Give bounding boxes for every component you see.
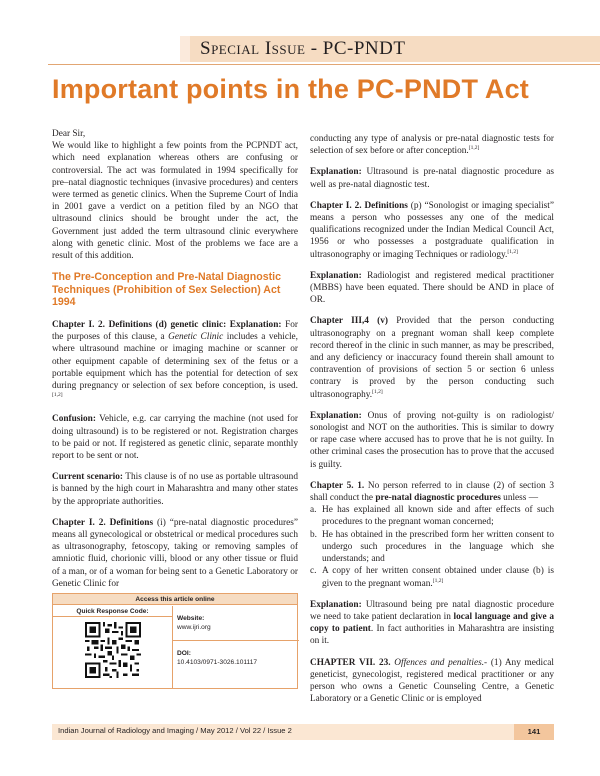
- paragraph-heading: Chapter I. 2. Definitions: [310, 200, 408, 211]
- qr-label: Quick Response Code:: [53, 606, 172, 617]
- reference-mark[interactable]: [1,2]: [507, 248, 518, 255]
- paragraph-explanation-1: Explanation: Ultrasound is pre-natal diagnostic procedure as well as pre-natal diagnostic test.: [310, 167, 554, 190]
- salutation: Dear Sir,: [52, 129, 86, 139]
- list-item: a. He has explained all known side and after effects of such procedures to the pregnant woman concerned;: [310, 505, 554, 528]
- intro-paragraph: We would like to highlight a few points from the PCPNDT act, which need explanation whereas others are confusing or controversial. The act was formulated in 1994 specifically for pre–natal diagnostic techniques (invasive procedures) and centers were termed as genetic clinics. When the Supreme Court of India in 2001 gave a verdict on a petition filed by an NGO that ultrasound clinics should be brought under the act, the Government just added the term ultrasound clinic everywhere along with genetic clinic. Most of the problems we face are a result of this addition.: [52, 141, 298, 262]
- paragraph-heading: Explanation:: [310, 599, 362, 610]
- paragraph-chapter-3: Chapter III,4 (v) Provided that the person conducting ultrasonography on a pregnant woman shall keep complete record thereof in the clinic in such manner, as may be prescribed, and any deficiency or inaccuracy found therein shall amount to contravention of provisions of section 5 or section 6 unless contrary is proved by the person conducting such ultrasonography.[1,2]: [310, 316, 554, 400]
- paragraph-prenatal-procedures: Chapter I. 2. Definitions (i) “pre-natal diagnostic procedures” means all gynecological or obstetrical or medical procedures such as ultrasonography, fetoscopy, taking or removing samples of amniotic fluid, chorionic villi, blood or any other tissue or fluid of a man, or of a woman for being sent to a Genetic Laboratory or Genetic Clinic for: [52, 517, 298, 589]
- paragraph-heading: Chapter III,4 (v): [310, 316, 388, 327]
- paragraph-heading: Current scenario:: [52, 472, 123, 483]
- section-label: Special Issue: [200, 38, 306, 59]
- reference-mark[interactable]: [1,2]: [372, 388, 383, 395]
- section-header: [200, 38, 405, 60]
- paragraph-chapter-7: CHAPTER VII. 23. Offences and penalties.- (1) Any medical geneticist, gynecologist, registered medical practitioner or any person who owns a Genetic Counseling Centre, a Genetic Laboratory or a Genetic Clinic or is employed: [310, 657, 554, 705]
- paragraph-heading: Confusion:: [52, 414, 96, 425]
- access-heading: Access this article online: [53, 594, 297, 605]
- paragraph-continued: conducting any type of analysis or pre-natal diagnostic tests for selection of sex before or after conception.[1,2]: [310, 134, 554, 157]
- article-title: Important points in the PC-PNDT Act: [52, 74, 529, 104]
- qr-code-icon[interactable]: [85, 622, 141, 678]
- paragraph-current-scenario: Current scenario: This clause is of no use as portable ultrasound is banned by the high court in Maharashtra and many other states by the appropriate authorities.: [52, 472, 298, 507]
- list-item: b. He has obtained in the prescribed form her written consent to undergo such procedures in the language which she understands; and: [310, 529, 554, 565]
- qr-panel: [53, 606, 173, 688]
- journal-citation: Indian Journal of Radiology and Imaging / May 2012 / Vol 22 / Issue 2: [58, 726, 292, 735]
- left-column: [52, 128, 298, 599]
- paragraph-heading: Chapter I. 2. Definitions (d) genetic clinic: Explanation:: [52, 320, 282, 331]
- paragraph-explanation-2: Explanation: Radiologist and registered medical practitioner (MBBS) have been equated. There should be AND in place of OR.: [310, 270, 554, 306]
- paragraph-heading: Chapter 5. 1.: [310, 480, 365, 491]
- reference-mark[interactable]: [1,2]: [52, 392, 63, 399]
- header-rule: [48, 64, 600, 65]
- section-heading: The Pre-Conception and Pre-Natal Diagnostic Techniques (Prohibition of Sex Selection) Act 1994: [52, 271, 281, 309]
- section-separator: -: [305, 38, 323, 59]
- paragraph-genetic-clinic: Chapter I. 2. Definitions (d) genetic clinic: Explanation: For the purposes of this clause, a Genetic Clinic includes a vehicle, where ultrasound machine or imaging machine or scanner or other equipment capable of determining sex of the fetus or a portable equipment which has the potential for detection of sex during pregnancy or selection of sex before conception, is used.[1,2]: [52, 320, 298, 399]
- paragraph-heading: Explanation:: [310, 410, 362, 421]
- paragraph-sonologist-definition: Chapter I. 2. Definitions (p) “Sonologist or imaging specialist” means a person who possesses any one of the medical qualifications recognized under the Indian Medical Council Act, 1956 or who possesses a postgraduate qualification in ultrasonography or imaging Techniques or radiology.[1,2]: [310, 200, 554, 260]
- access-details: [177, 606, 295, 667]
- paragraph-confusion: Confusion: Vehicle, e.g. car carrying the machine (not used for doing ultrasound) is to be registered or not. Registration charges to be paid or not. If registered as genetic clinic, separate monthly report to be sent or not.: [52, 414, 298, 462]
- paragraph-heading: Chapter I. 2. Definitions: [52, 517, 154, 528]
- access-divider: [173, 640, 299, 641]
- access-article-box: [52, 593, 298, 689]
- conditions-list: [310, 504, 554, 589]
- paragraph-chapter-5: Chapter 5. 1. No person referred to in clause (2) of section 3 shall conduct the pre-natal diagnostic procedures unless —: [310, 480, 555, 504]
- paragraph-explanation-3: Explanation: Onus of proving not-guilty is on radiologist/ sonologist and NOT on the authorities. This is similar to dowry or rape case where accused has to prove that he is not guilty. In other criminal cases the prosecution has to prove that the accused is guilty.: [310, 410, 554, 470]
- reference-mark[interactable]: [1,2]: [432, 577, 444, 584]
- page-number: 141: [527, 727, 541, 736]
- doi-label: DOI:: [177, 650, 191, 657]
- reference-mark[interactable]: [1,2]: [468, 145, 480, 152]
- list-item: c. A copy of her written consent obtained under clause (b) is given to the pregnant woman.[1,2]: [310, 566, 554, 589]
- right-column: [310, 133, 554, 714]
- doi-link[interactable]: 10.4103/0971-3026.101117: [177, 659, 258, 666]
- website-link[interactable]: www.ijri.org: [177, 624, 211, 631]
- paragraph-heading: Explanation:: [310, 167, 362, 178]
- website-label: Website:: [177, 615, 205, 622]
- section-topic: PC-PNDT: [322, 38, 406, 59]
- paragraph-heading: CHAPTER VII. 23.: [310, 657, 391, 668]
- paragraph-explanation-4: Explanation: Ultrasound being pre natal diagnostic procedure we need to take patient declaration in local language and give a copy to patient. In fact authorities in Maharashtra are insisting on it.: [310, 599, 554, 647]
- paragraph-heading: Explanation:: [310, 270, 362, 281]
